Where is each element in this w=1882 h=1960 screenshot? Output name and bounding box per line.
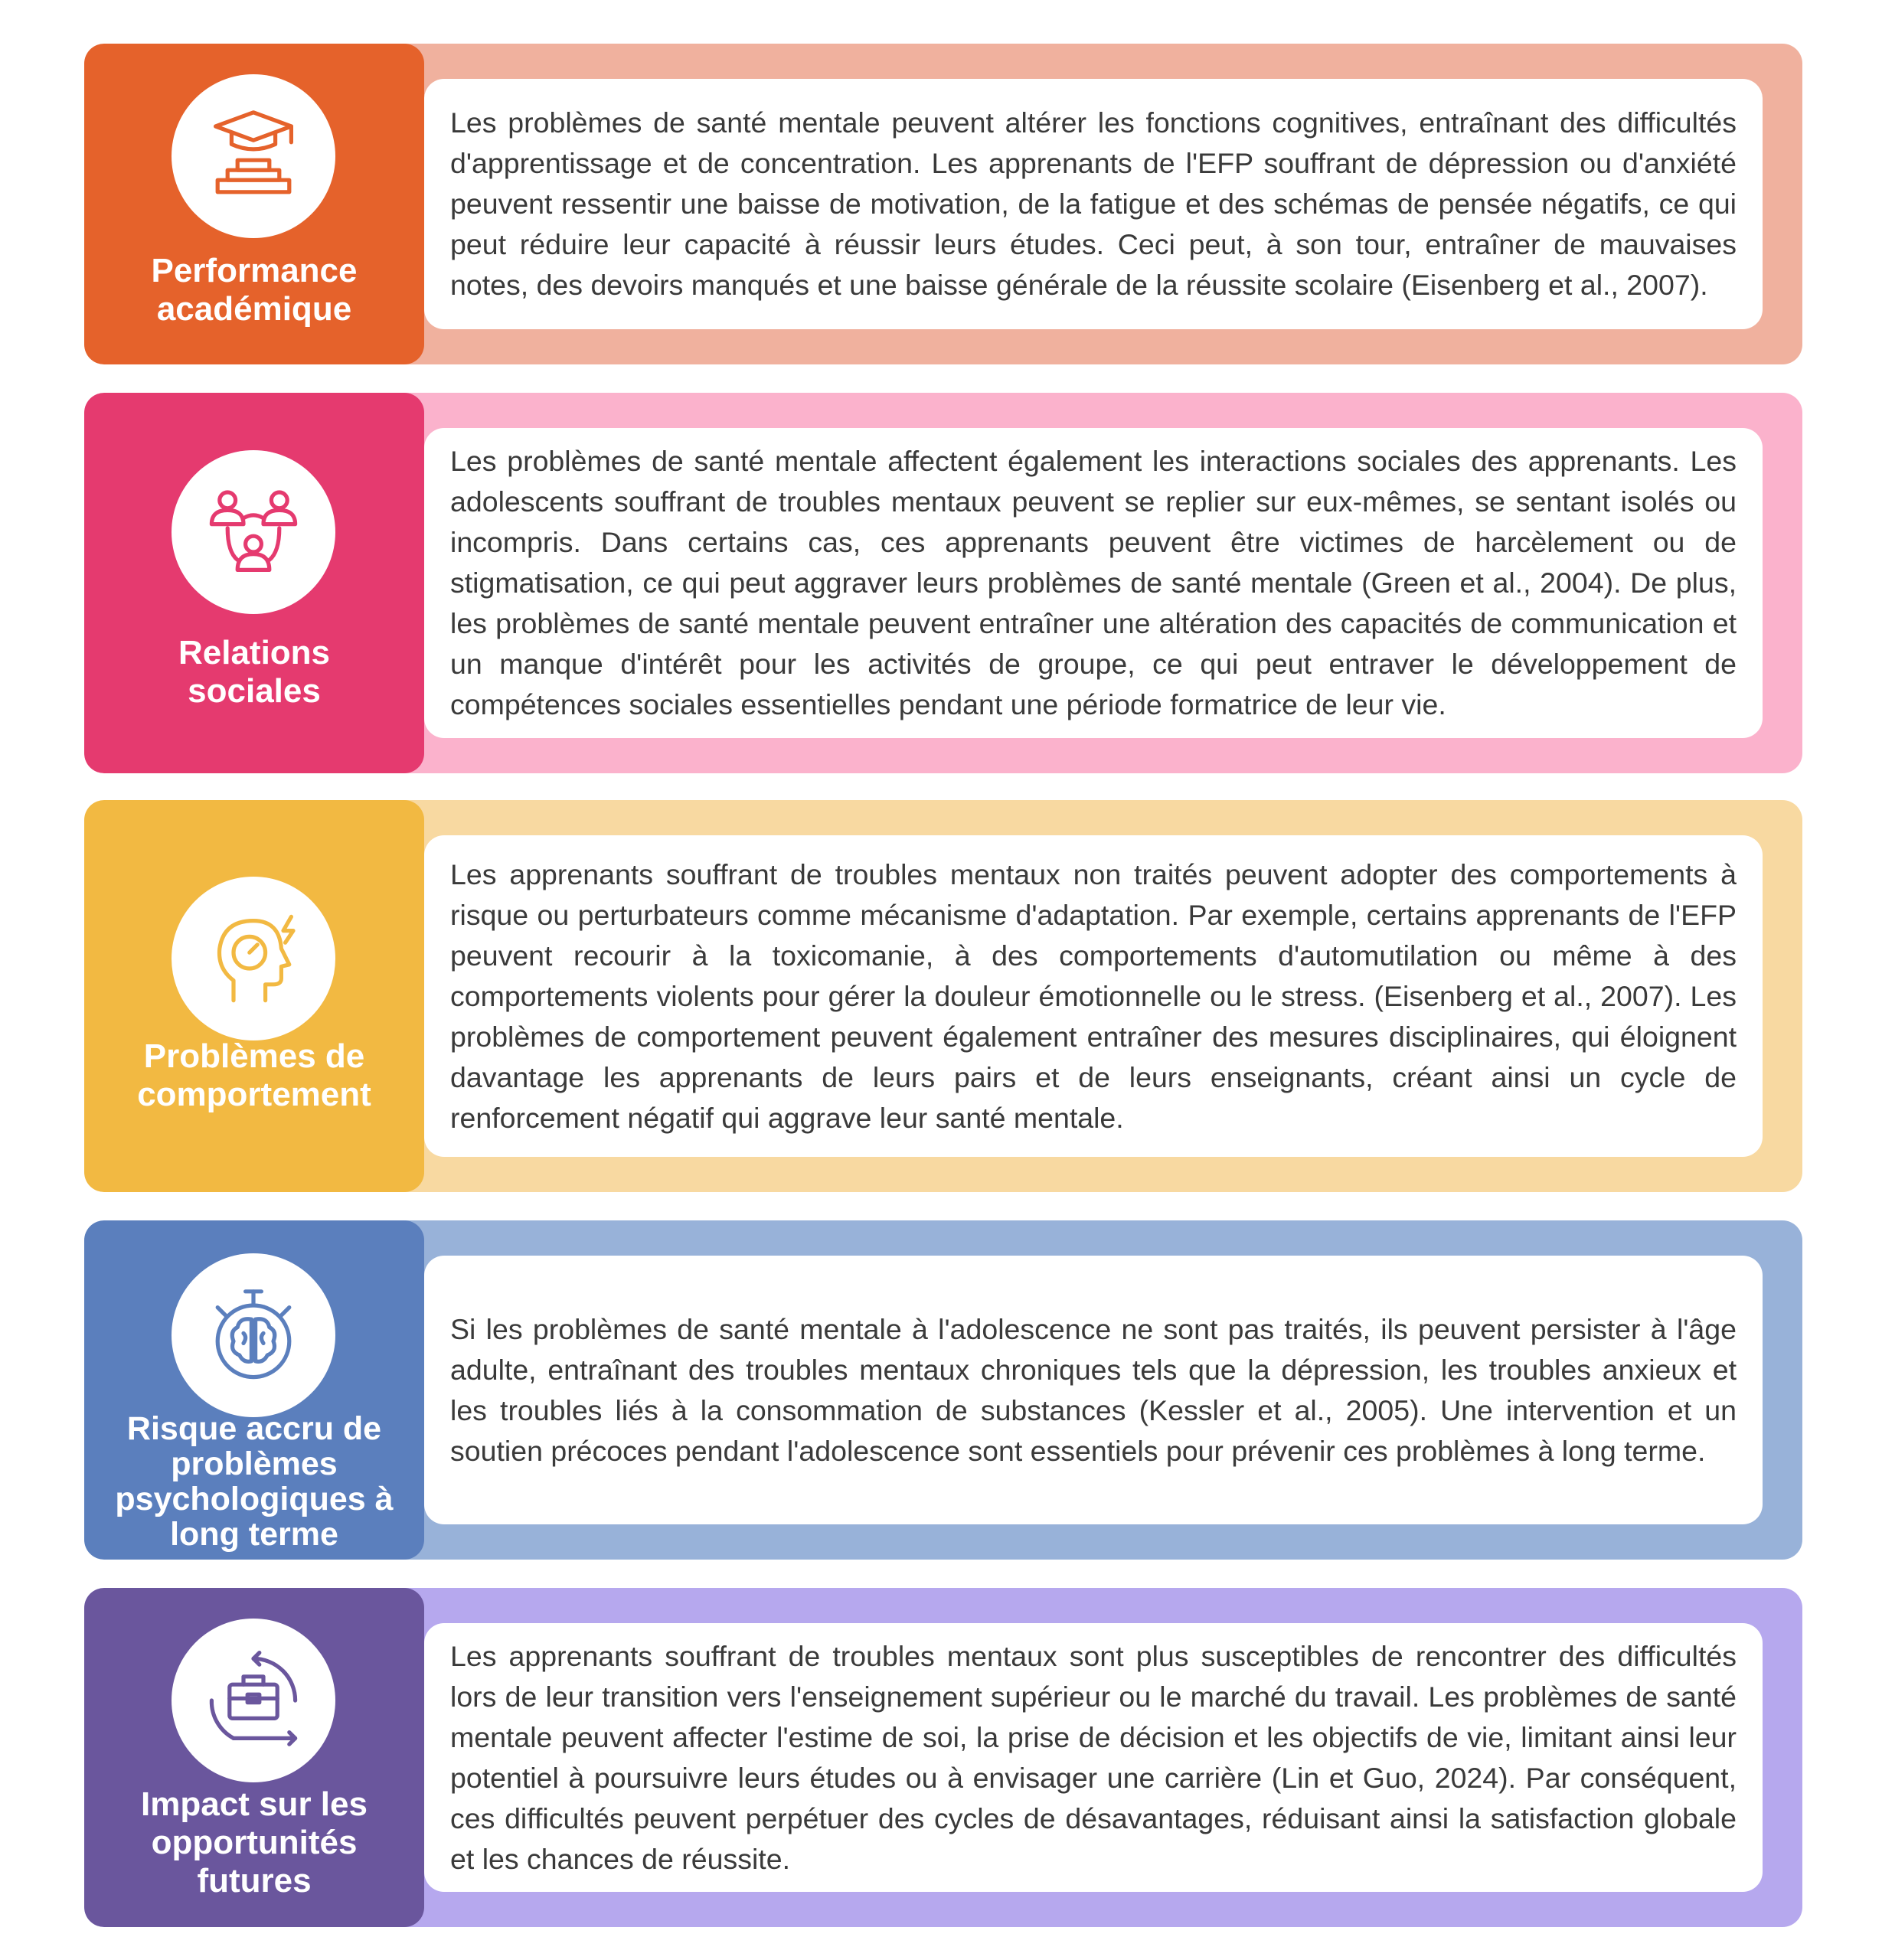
card-text-panel bbox=[424, 1256, 1763, 1524]
people-network-icon bbox=[204, 482, 303, 582]
card-title: Impact sur les opportunités futures bbox=[141, 1785, 368, 1900]
card-sidebar bbox=[84, 800, 424, 1192]
head-stress-icon bbox=[204, 909, 303, 1008]
card-long-term-risk bbox=[84, 1220, 1802, 1560]
card-description: Les apprenants souffrant de troubles mentaux non traités peuvent adopter des comportements à risque ou perturbateurs comme mécanisme d'adaptation. Par exemple, certains apprenants de l'EFP peuvent recourir à la toxicomanie, à des comportements d'automutilation ou même à des comportements violents pour gérer la douleur émotionnelle ou le stress. (Eisenberg et al., 2007). Les problèmes de comportement peuvent également entraîner des mesures disciplinaires, qui éloignent davantage les apprenants de leurs pairs et de leurs enseignants, créant ainsi un cycle de renforcement négatif qui aggrave leur santé mentale. bbox=[450, 858, 1737, 1134]
card-description: Les problèmes de santé mentale affectent également les interactions sociales des apprenants. Les adolescents souffrant de troubles mentaux peuvent se replier sur eux-mêmes, se sentant isolés ou incompris. Dans certains cas, ces apprenants peuvent être victimes de harcèlement ou de stigmatisation, ce qui peut aggraver leurs problèmes de santé mentale (Green et al., 2004). De plus, les problèmes de santé mentale peuvent entraîner une altération des capacités de communication et un manque d'intérêt pour les activités de groupe, ce qui peut entraver le développement de compétences sociales essentielles pendant une période formatrice de leur vie. bbox=[450, 445, 1737, 720]
card-text-panel bbox=[424, 1623, 1763, 1892]
card-description: Si les problèmes de santé mentale à l'adolescence ne sont pas traités, ils peuvent persister à l'âge adulte, entraînant des troubles mentaux chroniques tels que la dépression, les troubles anxieux et les troubles liés à la consommation de substances (Kessler et al., 2005). Une intervention et un soutien précoces pendant l'adolescence sont essentiels pour prévenir ces problèmes à long terme. bbox=[450, 1312, 1737, 1467]
briefcase-cycle-icon bbox=[204, 1651, 303, 1750]
card-behavior-problems bbox=[84, 800, 1802, 1192]
card-title: Relations sociales bbox=[178, 634, 331, 710]
card-academic-performance bbox=[84, 44, 1802, 364]
card-description: Les problèmes de santé mentale peuvent altérer les fonctions cognitives, entraînant des difficultés d'apprentissage et de concentration. Les apprenants de l'EFP souffrant de dépression ou d'anxiété peuvent ressentir une baisse de motivation, de la fatigue et des schémas de pensée négatifs, ce qui peut réduire leur capacité à réussir leurs études. Ceci peut, à son tour, entraîner de mauvaises notes, des devoirs manqués et une baisse générale de la réussite scolaire (Eisenberg et al., 2007). bbox=[450, 106, 1737, 301]
card-sidebar bbox=[84, 393, 424, 773]
graduation-cap-podium-icon bbox=[204, 106, 303, 206]
icon-badge bbox=[172, 877, 335, 1040]
card-title: Problèmes de comportement bbox=[137, 1037, 371, 1113]
card-sidebar bbox=[84, 44, 424, 364]
card-future-opportunities bbox=[84, 1588, 1802, 1927]
brain-stopwatch-icon bbox=[204, 1285, 303, 1385]
card-description: Les apprenants souffrant de troubles mentaux sont plus susceptibles de rencontrer des difficultés lors de leur transition vers l'enseignement supérieur ou le marché du travail. Les problèmes de santé mentale peuvent affecter l'estime de soi, la prise de décision et les objectifs de vie, limitant ainsi leur potentiel à poursuivre leurs études ou à envisager une carrière (Lin et Guo, 2024). Par conséquent, ces difficultés peuvent perpétuer des cycles de désavantages, réduisant ainsi la satisfaction globale et les chances de réussite. bbox=[450, 1639, 1737, 1875]
card-social-relations bbox=[84, 393, 1802, 773]
icon-badge bbox=[172, 1253, 335, 1417]
card-sidebar bbox=[84, 1220, 424, 1560]
card-title: Risque accru de problèmes psychologiques à long terme bbox=[115, 1410, 394, 1553]
icon-badge bbox=[172, 74, 335, 238]
card-text-panel bbox=[424, 835, 1763, 1157]
card-sidebar bbox=[84, 1588, 424, 1927]
icon-badge bbox=[172, 1619, 335, 1782]
card-text-panel bbox=[424, 79, 1763, 329]
icon-badge bbox=[172, 450, 335, 614]
card-text-panel bbox=[424, 428, 1763, 738]
card-title: Performance académique bbox=[151, 252, 358, 328]
